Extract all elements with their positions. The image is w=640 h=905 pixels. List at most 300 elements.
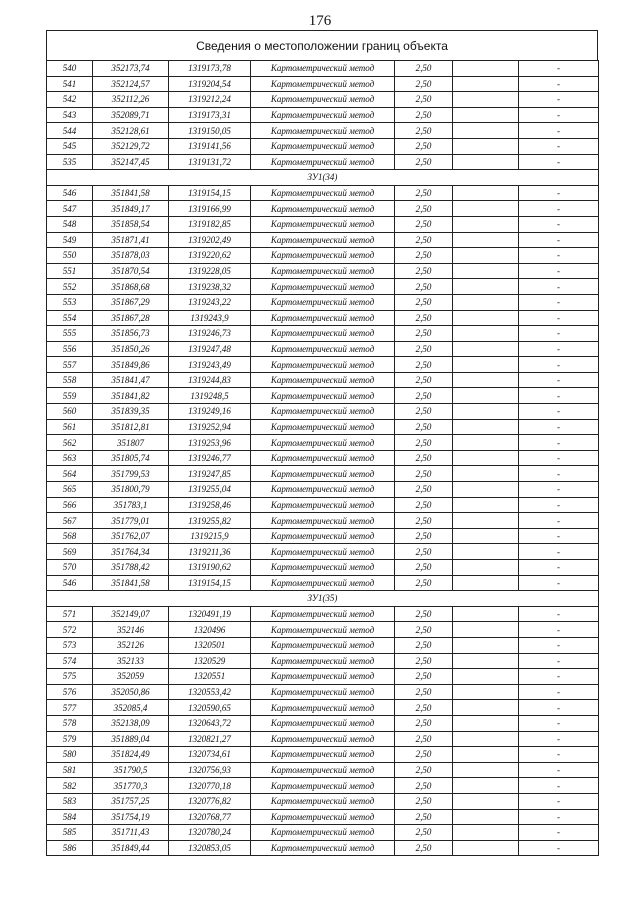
point-number-cell: 542 [47,92,93,108]
point-number-cell: 586 [47,840,93,856]
y-coordinate-cell: 1319243,22 [169,294,251,310]
method-cell: Картометрический метод [251,388,395,404]
y-coordinate-cell: 1319255,04 [169,482,251,498]
table-row [47,310,599,326]
y-coordinate-cell: 1320756,93 [169,762,251,778]
point-number-cell: 579 [47,731,93,747]
accuracy-cell: 2,50 [395,575,453,591]
empty-cell [453,684,519,700]
accuracy-cell: 2,50 [395,778,453,794]
table-row [47,575,599,591]
x-coordinate-cell: 351754,19 [93,809,169,825]
table-row [47,513,599,529]
dash-cell: - [519,450,599,466]
x-coordinate-cell: 351762,07 [93,528,169,544]
dash-cell: - [519,341,599,357]
table-row [47,326,599,342]
dash-cell: - [519,653,599,669]
dash-cell: - [519,622,599,638]
y-coordinate-cell: 1319238,32 [169,279,251,295]
method-cell: Картометрический метод [251,809,395,825]
method-cell: Картометрический метод [251,310,395,326]
y-coordinate-cell: 1319244,83 [169,372,251,388]
y-coordinate-cell: 1319247,85 [169,466,251,482]
y-coordinate-cell: 1320780,24 [169,825,251,841]
dash-cell: - [519,684,599,700]
x-coordinate-cell: 351849,86 [93,357,169,373]
x-coordinate-cell: 351783,1 [93,497,169,513]
point-number-cell: 545 [47,138,93,154]
empty-cell [453,653,519,669]
y-coordinate-cell: 1319150,05 [169,123,251,139]
method-cell: Картометрический метод [251,450,395,466]
accuracy-cell: 2,50 [395,715,453,731]
empty-cell [453,201,519,217]
x-coordinate-cell: 352147,45 [93,154,169,170]
table-row [47,450,599,466]
empty-cell [453,809,519,825]
point-number-cell: 585 [47,825,93,841]
empty-cell [453,310,519,326]
x-coordinate-cell: 352124,57 [93,76,169,92]
accuracy-cell: 2,50 [395,637,453,653]
method-cell: Картометрический метод [251,762,395,778]
y-coordinate-cell: 1319258,46 [169,497,251,513]
point-number-cell: 546 [47,185,93,201]
accuracy-cell: 2,50 [395,248,453,264]
x-coordinate-cell: 351867,28 [93,310,169,326]
point-number-cell: 576 [47,684,93,700]
point-number-cell: 556 [47,341,93,357]
table-row [47,248,599,264]
table-row [47,372,599,388]
x-coordinate-cell: 351870,54 [93,263,169,279]
empty-cell [453,154,519,170]
x-coordinate-cell: 351757,25 [93,793,169,809]
page-number: 176 [308,13,332,29]
y-coordinate-cell: 1320770,18 [169,778,251,794]
empty-cell [453,466,519,482]
y-coordinate-cell: 1319246,77 [169,450,251,466]
x-coordinate-cell: 351711,43 [93,825,169,841]
method-cell: Картометрический метод [251,232,395,248]
dash-cell: - [519,138,599,154]
y-coordinate-cell: 1319131,72 [169,154,251,170]
empty-cell [453,825,519,841]
method-cell: Картометрический метод [251,622,395,638]
table-row [47,357,599,373]
point-number-cell: 577 [47,700,93,716]
y-coordinate-cell: 1320491,19 [169,606,251,622]
point-number-cell: 554 [47,310,93,326]
y-coordinate-cell: 1320853,05 [169,840,251,856]
y-coordinate-cell: 1319220,62 [169,248,251,264]
y-coordinate-cell: 1319202,49 [169,232,251,248]
table-body [47,61,599,856]
accuracy-cell: 2,50 [395,669,453,685]
table-row [47,715,599,731]
table-row [47,747,599,763]
accuracy-cell: 2,50 [395,326,453,342]
x-coordinate-cell: 352133 [93,653,169,669]
accuracy-cell: 2,50 [395,606,453,622]
y-coordinate-cell: 1320551 [169,669,251,685]
dash-cell: - [519,294,599,310]
dash-cell: - [519,185,599,201]
y-coordinate-cell: 1320501 [169,637,251,653]
empty-cell [453,778,519,794]
method-cell: Картометрический метод [251,419,395,435]
point-number-cell: 563 [47,450,93,466]
point-number-cell: 546 [47,575,93,591]
point-number-cell: 544 [47,123,93,139]
point-number-cell: 549 [47,232,93,248]
point-number-cell: 540 [47,61,93,77]
x-coordinate-cell: 352129,72 [93,138,169,154]
x-coordinate-cell: 352173,74 [93,61,169,77]
table-row [47,497,599,513]
empty-cell [453,450,519,466]
table-row [47,840,599,856]
accuracy-cell: 2,50 [395,793,453,809]
dash-cell: - [519,528,599,544]
dash-cell: - [519,154,599,170]
empty-cell [453,669,519,685]
y-coordinate-cell: 1319182,85 [169,216,251,232]
x-coordinate-cell: 352112,26 [93,92,169,108]
table-row [47,107,599,123]
accuracy-cell: 2,50 [395,700,453,716]
table-row [47,762,599,778]
table-row [47,606,599,622]
method-cell: Картометрический метод [251,357,395,373]
dash-cell: - [519,637,599,653]
method-cell: Картометрический метод [251,513,395,529]
method-cell: Картометрический метод [251,404,395,420]
x-coordinate-cell: 352138,09 [93,715,169,731]
dash-cell: - [519,715,599,731]
y-coordinate-cell: 1319255,82 [169,513,251,529]
point-number-cell: 548 [47,216,93,232]
table-row [47,76,599,92]
x-coordinate-cell: 351858,54 [93,216,169,232]
point-number-cell: 567 [47,513,93,529]
table-row [47,825,599,841]
accuracy-cell: 2,50 [395,232,453,248]
method-cell: Картометрический метод [251,435,395,451]
dash-cell: - [519,497,599,513]
section-label: ЗУ1(35) [47,591,599,607]
point-number-cell: 552 [47,279,93,295]
empty-cell [453,232,519,248]
x-coordinate-cell: 351764,34 [93,544,169,560]
method-cell: Картометрический метод [251,341,395,357]
table-row [47,419,599,435]
method-cell: Картометрический метод [251,544,395,560]
table-row [47,123,599,139]
point-number-cell: 547 [47,201,93,217]
x-coordinate-cell: 352050,86 [93,684,169,700]
x-coordinate-cell: 352126 [93,637,169,653]
accuracy-cell: 2,50 [395,840,453,856]
x-coordinate-cell: 351889,04 [93,731,169,747]
x-coordinate-cell: 351770,3 [93,778,169,794]
accuracy-cell: 2,50 [395,372,453,388]
method-cell: Картометрический метод [251,637,395,653]
y-coordinate-cell: 1319211,36 [169,544,251,560]
point-number-cell: 551 [47,263,93,279]
point-number-cell: 565 [47,482,93,498]
method-cell: Картометрический метод [251,747,395,763]
x-coordinate-cell: 351849,17 [93,201,169,217]
y-coordinate-cell: 1319141,56 [169,138,251,154]
x-coordinate-cell: 352146 [93,622,169,638]
coordinates-sheet [46,30,598,856]
method-cell: Картометрический метод [251,279,395,295]
table-row [47,669,599,685]
y-coordinate-cell: 1319252,94 [169,419,251,435]
accuracy-cell: 2,50 [395,263,453,279]
y-coordinate-cell: 1319215,9 [169,528,251,544]
point-number-cell: 581 [47,762,93,778]
dash-cell: - [519,513,599,529]
accuracy-cell: 2,50 [395,357,453,373]
empty-cell [453,700,519,716]
x-coordinate-cell: 351841,58 [93,575,169,591]
point-number-cell: 564 [47,466,93,482]
dash-cell: - [519,606,599,622]
empty-cell [453,840,519,856]
method-cell: Картометрический метод [251,575,395,591]
empty-cell [453,216,519,232]
section-header-row [47,591,599,607]
method-cell: Картометрический метод [251,326,395,342]
accuracy-cell: 2,50 [395,684,453,700]
y-coordinate-cell: 1319154,15 [169,185,251,201]
table-row [47,809,599,825]
empty-cell [453,107,519,123]
empty-cell [453,482,519,498]
x-coordinate-cell: 351850,26 [93,341,169,357]
table-row [47,263,599,279]
empty-cell [453,372,519,388]
accuracy-cell: 2,50 [395,185,453,201]
table-row [47,232,599,248]
accuracy-cell: 2,50 [395,201,453,217]
empty-cell [453,138,519,154]
point-number-cell: 561 [47,419,93,435]
dash-cell: - [519,762,599,778]
accuracy-cell: 2,50 [395,419,453,435]
empty-cell [453,762,519,778]
x-coordinate-cell: 352089,71 [93,107,169,123]
point-number-cell: 541 [47,76,93,92]
y-coordinate-cell: 1320768,77 [169,809,251,825]
method-cell: Картометрический метод [251,123,395,139]
table-row [47,778,599,794]
dash-cell: - [519,216,599,232]
dash-cell: - [519,793,599,809]
table-title: Сведения о местоположении границ объекта [46,30,598,60]
x-coordinate-cell: 351878,03 [93,248,169,264]
accuracy-cell: 2,50 [395,123,453,139]
y-coordinate-cell: 1320643,72 [169,715,251,731]
y-coordinate-cell: 1319190,62 [169,560,251,576]
accuracy-cell: 2,50 [395,528,453,544]
empty-cell [453,263,519,279]
empty-cell [453,575,519,591]
y-coordinate-cell: 1319249,16 [169,404,251,420]
empty-cell [453,747,519,763]
x-coordinate-cell: 351800,79 [93,482,169,498]
empty-cell [453,513,519,529]
method-cell: Картометрический метод [251,653,395,669]
dash-cell: - [519,61,599,77]
y-coordinate-cell: 1319154,15 [169,575,251,591]
dash-cell: - [519,279,599,295]
empty-cell [453,279,519,295]
section-label: ЗУ1(34) [47,170,599,186]
empty-cell [453,544,519,560]
x-coordinate-cell: 351871,41 [93,232,169,248]
table-row [47,294,599,310]
coordinates-table [46,60,599,856]
empty-cell [453,185,519,201]
y-coordinate-cell: 1319248,5 [169,388,251,404]
method-cell: Картометрический метод [251,294,395,310]
table-row [47,279,599,295]
accuracy-cell: 2,50 [395,216,453,232]
accuracy-cell: 2,50 [395,76,453,92]
empty-cell [453,606,519,622]
accuracy-cell: 2,50 [395,279,453,295]
y-coordinate-cell: 1320590,65 [169,700,251,716]
x-coordinate-cell: 351867,29 [93,294,169,310]
method-cell: Картометрический метод [251,61,395,77]
x-coordinate-cell: 352128,61 [93,123,169,139]
x-coordinate-cell: 351841,58 [93,185,169,201]
table-row [47,466,599,482]
method-cell: Картометрический метод [251,263,395,279]
y-coordinate-cell: 1319243,49 [169,357,251,373]
y-coordinate-cell: 1319247,48 [169,341,251,357]
point-number-cell: 535 [47,154,93,170]
accuracy-cell: 2,50 [395,61,453,77]
method-cell: Картометрический метод [251,466,395,482]
method-cell: Картометрический метод [251,825,395,841]
dash-cell: - [519,466,599,482]
dash-cell: - [519,669,599,685]
empty-cell [453,61,519,77]
point-number-cell: 580 [47,747,93,763]
dash-cell: - [519,232,599,248]
method-cell: Картометрический метод [251,497,395,513]
dash-cell: - [519,575,599,591]
method-cell: Картометрический метод [251,560,395,576]
method-cell: Картометрический метод [251,700,395,716]
accuracy-cell: 2,50 [395,92,453,108]
y-coordinate-cell: 1320496 [169,622,251,638]
method-cell: Картометрический метод [251,778,395,794]
empty-cell [453,497,519,513]
dash-cell: - [519,778,599,794]
table-row [47,684,599,700]
x-coordinate-cell: 351841,82 [93,388,169,404]
accuracy-cell: 2,50 [395,825,453,841]
dash-cell: - [519,310,599,326]
method-cell: Картометрический метод [251,840,395,856]
x-coordinate-cell: 351805,74 [93,450,169,466]
table-row [47,637,599,653]
method-cell: Картометрический метод [251,731,395,747]
point-number-cell: 584 [47,809,93,825]
accuracy-cell: 2,50 [395,762,453,778]
dash-cell: - [519,809,599,825]
accuracy-cell: 2,50 [395,622,453,638]
y-coordinate-cell: 1319173,78 [169,61,251,77]
x-coordinate-cell: 351839,35 [93,404,169,420]
accuracy-cell: 2,50 [395,107,453,123]
y-coordinate-cell: 1320821,27 [169,731,251,747]
method-cell: Картометрический метод [251,669,395,685]
dash-cell: - [519,747,599,763]
empty-cell [453,248,519,264]
empty-cell [453,637,519,653]
accuracy-cell: 2,50 [395,388,453,404]
point-number-cell: 557 [47,357,93,373]
method-cell: Картометрический метод [251,107,395,123]
y-coordinate-cell: 1320553,42 [169,684,251,700]
table-row [47,653,599,669]
accuracy-cell: 2,50 [395,294,453,310]
table-row [47,341,599,357]
empty-cell [453,357,519,373]
y-coordinate-cell: 1319246,73 [169,326,251,342]
y-coordinate-cell: 1319253,96 [169,435,251,451]
method-cell: Картометрический метод [251,372,395,388]
dash-cell: - [519,263,599,279]
accuracy-cell: 2,50 [395,154,453,170]
point-number-cell: 574 [47,653,93,669]
point-number-cell: 571 [47,606,93,622]
dash-cell: - [519,372,599,388]
empty-cell [453,731,519,747]
point-number-cell: 562 [47,435,93,451]
point-number-cell: 559 [47,388,93,404]
table-row [47,622,599,638]
accuracy-cell: 2,50 [395,482,453,498]
method-cell: Картометрический метод [251,92,395,108]
dash-cell: - [519,435,599,451]
x-coordinate-cell: 351812,81 [93,419,169,435]
x-coordinate-cell: 351824,49 [93,747,169,763]
x-coordinate-cell: 351788,42 [93,560,169,576]
dash-cell: - [519,700,599,716]
dash-cell: - [519,357,599,373]
accuracy-cell: 2,50 [395,404,453,420]
point-number-cell: 582 [47,778,93,794]
dash-cell: - [519,482,599,498]
method-cell: Картометрический метод [251,216,395,232]
method-cell: Картометрический метод [251,684,395,700]
dash-cell: - [519,248,599,264]
empty-cell [453,123,519,139]
table-row [47,61,599,77]
point-number-cell: 578 [47,715,93,731]
table-row [47,216,599,232]
point-number-cell: 566 [47,497,93,513]
empty-cell [453,622,519,638]
